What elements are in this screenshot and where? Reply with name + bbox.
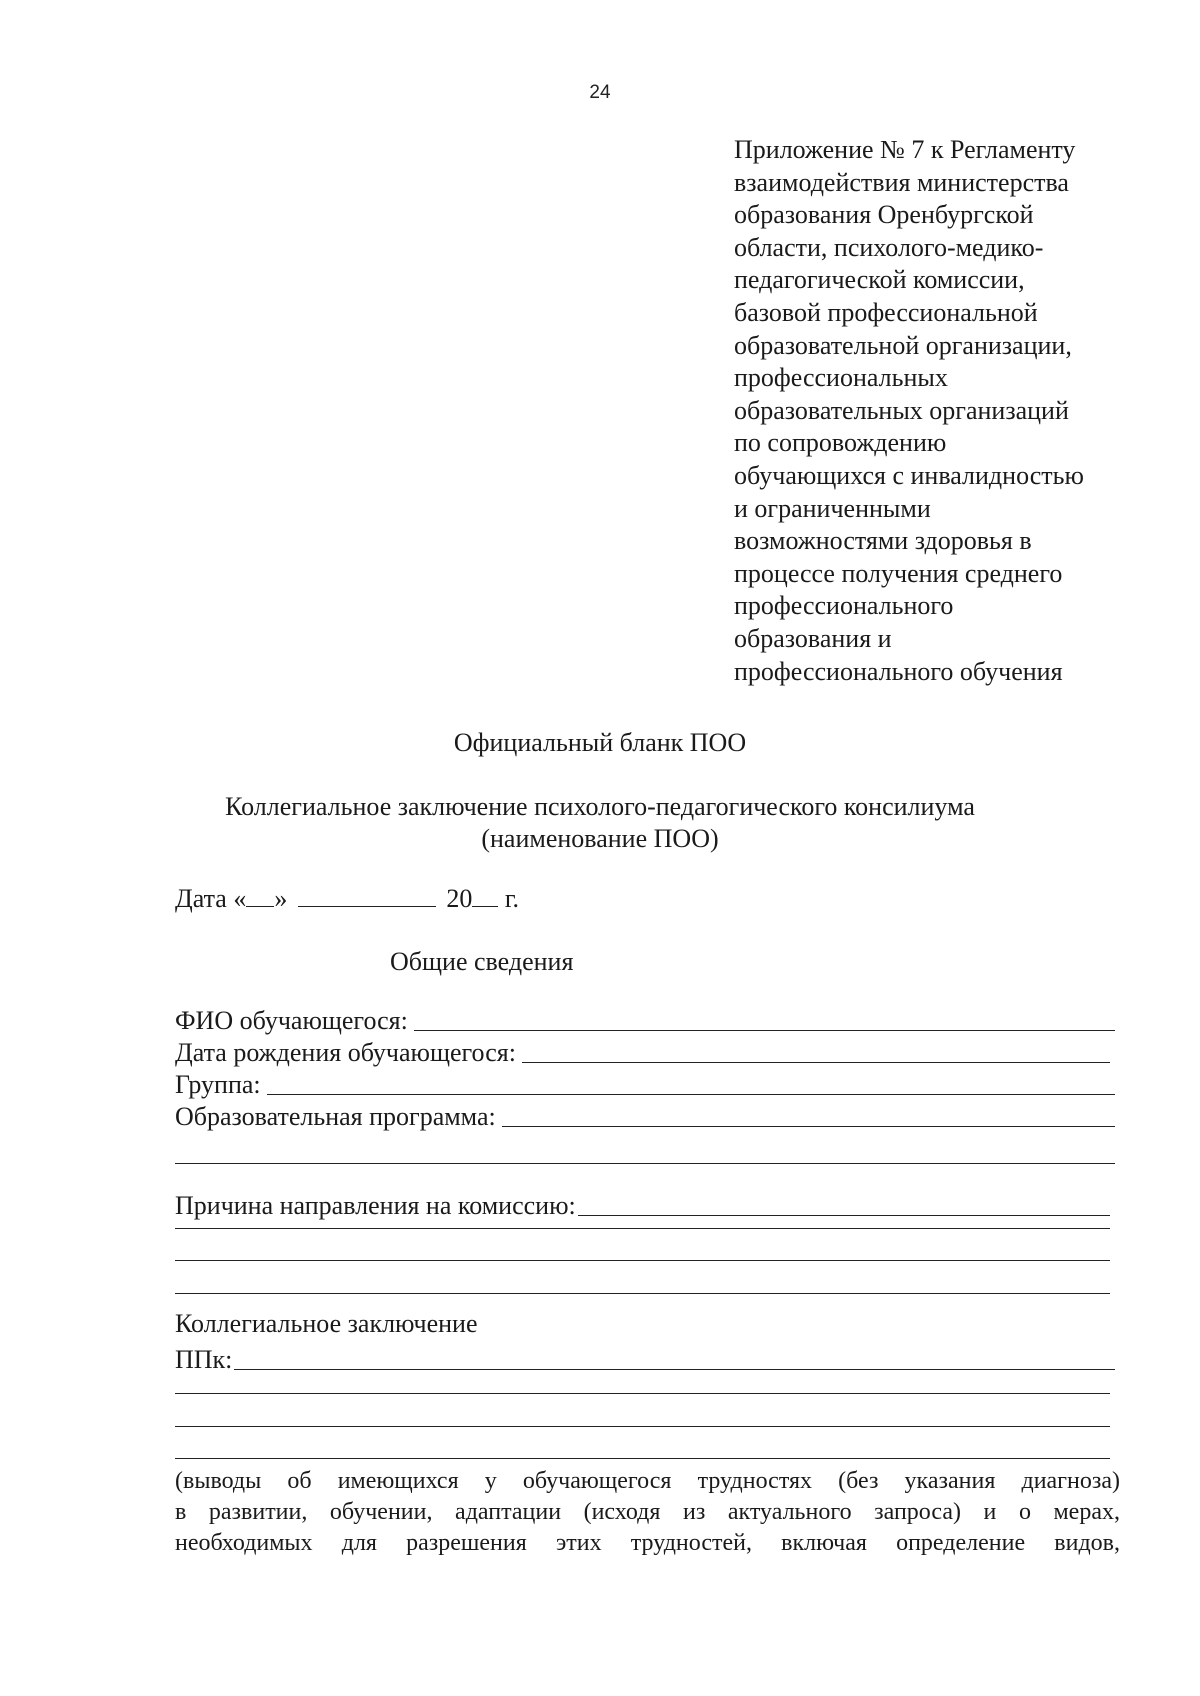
program-row — [175, 1100, 1115, 1132]
reason-row — [175, 1189, 1110, 1221]
group-label: Группа: — [175, 1070, 261, 1099]
month-blank[interactable] — [298, 886, 436, 907]
ppk-field-line-4[interactable] — [175, 1458, 1110, 1459]
fio-row — [175, 1004, 1115, 1036]
annex-line: и ограниченными — [734, 493, 931, 523]
program-label: Образовательная программа: — [175, 1102, 496, 1131]
conclusion-note — [175, 1466, 1120, 1559]
general-info-heading: Общие сведения — [390, 947, 574, 976]
annex-line: обучающихся с инвалидностью — [734, 460, 1084, 490]
annex-line: профессиональных — [734, 363, 948, 393]
date-line — [175, 884, 519, 914]
reason-label: Причина направления на комиссию: — [175, 1191, 576, 1220]
ppk-field-line-2[interactable] — [175, 1393, 1110, 1394]
note-line: (выводы об имеющихся у обучающегося трудностях (без указания диагноза) — [175, 1468, 1120, 1494]
reason-field[interactable] — [578, 1214, 1110, 1216]
conclusion-subtitle: (наименование ПОО) — [481, 824, 719, 853]
birth-date-label: Дата рождения обучающегося: — [175, 1038, 516, 1067]
ppk-field[interactable] — [234, 1368, 1115, 1370]
blank-title: Официальный бланк ПОО — [453, 728, 747, 757]
annex-line: базовой профессиональной — [734, 297, 1038, 327]
birth-date-row — [175, 1036, 1110, 1068]
birth-date-field[interactable] — [522, 1061, 1110, 1063]
annex-line: профессионального обучения — [734, 656, 1063, 686]
fio-label: ФИО обучающегося: — [175, 1006, 408, 1035]
annex-line: образовательной организации, — [734, 330, 1072, 360]
date-suffix: г. — [504, 884, 520, 913]
annex-line: взаимодействия министерства — [734, 167, 1069, 197]
reason-field-line-3[interactable] — [175, 1260, 1110, 1261]
ppk-label: ППк: — [175, 1345, 233, 1374]
date-prefix: Дата « — [175, 884, 247, 913]
annex-line: возможностями здоровья в — [734, 526, 1032, 556]
annex-line: процессе получения среднего — [734, 558, 1063, 588]
year-blank[interactable] — [472, 886, 498, 907]
annex-line: педагогической комиссии, — [734, 265, 1025, 295]
annex-line: образовательных организаций — [734, 395, 1069, 425]
ppk-field-line-3[interactable] — [175, 1426, 1110, 1427]
program-field[interactable] — [502, 1125, 1115, 1127]
day-blank[interactable] — [246, 886, 274, 907]
annex-line: образования Оренбургской — [734, 200, 1034, 230]
group-row — [175, 1068, 1115, 1100]
reason-field-line-2[interactable] — [175, 1228, 1110, 1229]
note-line: необходимых для разрешения этих трудностей, включая определение видов, — [175, 1530, 1120, 1556]
program-field-continued[interactable] — [175, 1163, 1115, 1164]
annex-line: профессионального — [734, 591, 954, 621]
ppk-row — [175, 1343, 1115, 1375]
conclusion-title: Коллегиальное заключение психолого-педагогического консилиума — [225, 792, 975, 821]
page-number: 24 — [589, 82, 611, 103]
date-close-quote: » — [274, 884, 288, 913]
annex-line: по сопровождению — [734, 428, 947, 458]
fio-field[interactable] — [414, 1029, 1115, 1031]
annex-line: области, психолого-медико- — [734, 232, 1044, 262]
conclusion-label: Коллегиальное заключение — [175, 1309, 478, 1338]
note-line: в развитии, обучении, адаптации (исходя из актуального запроса) и о мерах, — [175, 1499, 1120, 1525]
date-year-prefix: 20 — [446, 884, 473, 913]
reason-field-line-4[interactable] — [175, 1293, 1110, 1294]
annex-header — [734, 134, 1174, 688]
annex-line: образования и — [734, 623, 892, 653]
annex-line: Приложение № 7 к Регламенту — [734, 135, 1076, 164]
group-field[interactable] — [267, 1093, 1115, 1095]
